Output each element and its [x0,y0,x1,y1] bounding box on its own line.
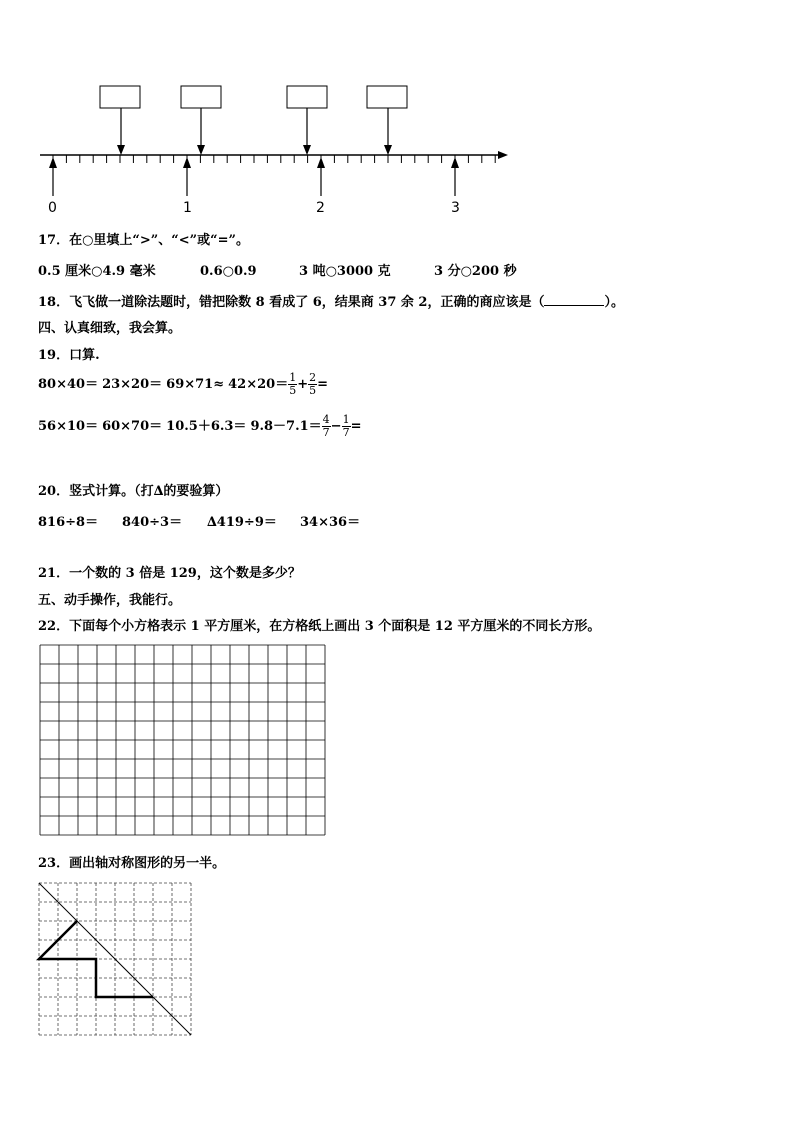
answer-boxes [100,86,407,155]
up-arrow-head [49,157,57,168]
answer-box [181,86,221,108]
up-arrow-head [183,157,191,168]
q20-item-3: ∆419÷9＝ [207,515,277,530]
equals-sign: = [350,419,362,434]
fraction-4-7: $\frac{4}{7}$ [322,413,330,439]
q19-r1-3: 69×71≈ [166,377,225,392]
up-arrow-head [451,157,459,168]
q19-r1-2: 23×20＝ [102,377,163,392]
up-arrow-head [317,157,325,168]
down-arrow-head [303,145,311,155]
q19-r1-1: 80×40＝ [38,377,99,392]
label-0: 0 [48,200,57,216]
down-arrow-head [117,145,125,155]
q20-item-2: 840÷3＝ [122,515,183,530]
q17-item-1: 0.5 厘米○4.9 毫米 [38,264,156,279]
q19-r1-4: 42×20＝ [228,377,289,392]
q19-r2-2: 60×70＝ [102,419,163,434]
number-line-ticks [53,155,495,163]
q20-item-1: 816÷8＝ [38,515,99,530]
q23-text: 23．画出轴对称图形的另一半。 [38,856,226,871]
fraction-1-5: $\frac{1}{5}$ [289,371,297,397]
minus-sign: − [330,419,342,434]
q17-items [38,260,517,279]
equals-sign: = [317,377,329,392]
q20-items [38,511,360,530]
down-arrow-head [197,145,205,155]
q18-answer-blank[interactable] [544,293,604,306]
label-2: 2 [316,200,325,216]
label-3: 3 [451,200,460,216]
q19-r2-3: 10.5＋6.3＝ [166,419,247,434]
q21-text: 21．一个数的 3 倍是 129，这个数是多少？ [38,566,301,581]
q22-text: 22．下面每个小方格表示 1 平方厘米，在方格纸上画出 3 个面积是 12 平方厘米的不同长方形。 [38,619,601,634]
plus-sign: + [297,377,309,392]
square-grid-paper[interactable] [30,640,330,840]
q19-title: 19．口算. [38,348,100,363]
fraction-2-5: $\frac{2}{5}$ [309,371,317,397]
section-5-heading: 五、动手操作，我能行。 [38,593,182,608]
fraction-1-7: $\frac{1}{7}$ [342,413,350,439]
q17-item-3: 3 吨○3000 克 [299,264,391,279]
q18-text [38,291,624,310]
answer-box [367,86,407,108]
q20-title: 20．竖式计算。（打∆的要验算） [38,484,229,499]
q19-r2-1: 56×10＝ [38,419,99,434]
symmetry-grid[interactable] [30,875,190,1035]
q20-item-4: 34×36＝ [300,515,361,530]
q17-title: 17．在○里填上“>”、“<”或“=”。 [38,233,249,248]
section-4-heading: 四、认真细致，我会算。 [38,321,182,336]
answer-box [100,86,140,108]
q17-item-4: 3 分○200 秒 [434,264,517,279]
q18-text-before: 18．飞飞做一道除法题时，错把除数 8 看成了 6，结果商 37 余 2，正确的商应该是（ [38,295,545,310]
label-1: 1 [183,200,192,216]
q19-r2-4: 9.8－7.1＝ [250,419,322,434]
q18-text-after: ）。 [604,295,624,310]
q19-row-1 [38,372,328,397]
q19-row-2 [38,414,361,439]
down-arrow-head [384,145,392,155]
axis-arrowhead [498,151,508,159]
answer-box [287,86,327,108]
q17-item-2: 0.6○0.9 [200,264,257,279]
number-line-figure [0,0,794,230]
